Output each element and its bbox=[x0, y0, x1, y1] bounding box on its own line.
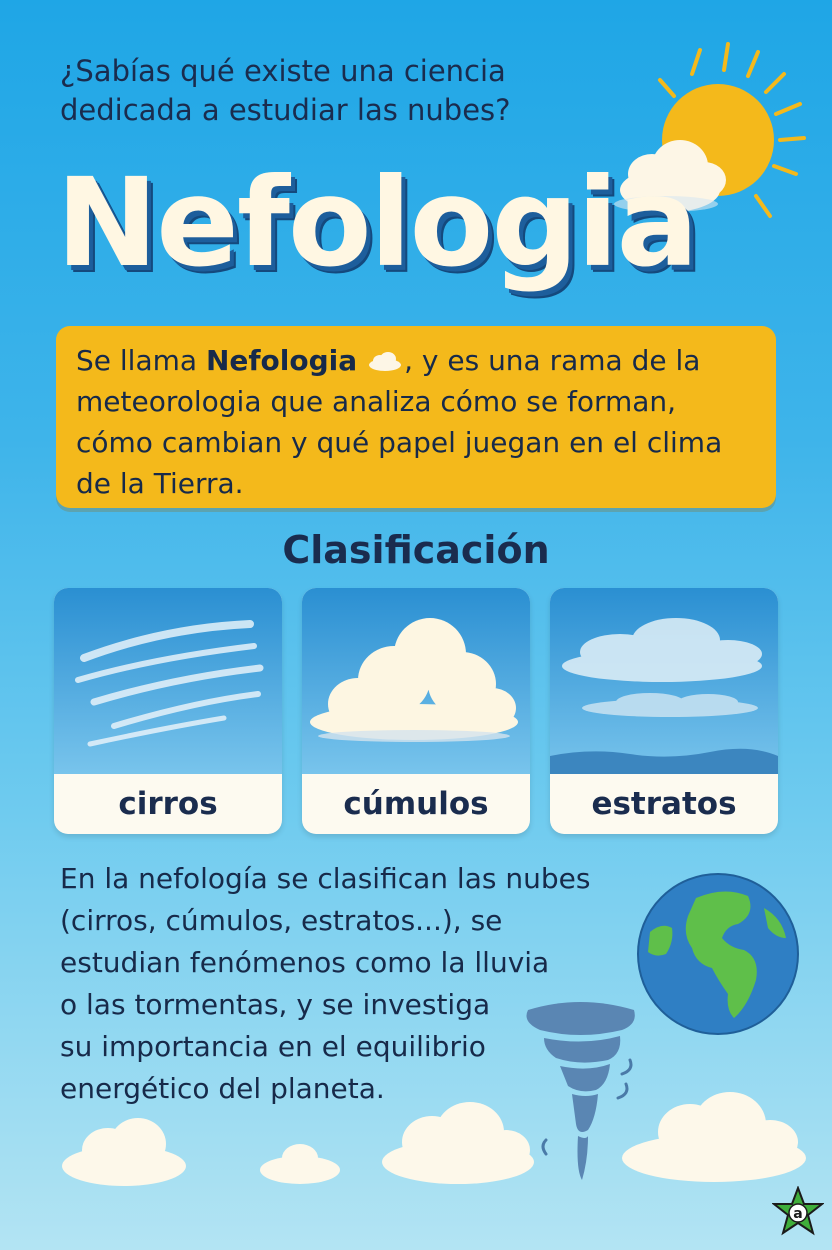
logo-letter: a bbox=[793, 1206, 803, 1222]
card-label-cirros: cirros bbox=[118, 786, 218, 822]
card-cirros bbox=[54, 588, 282, 834]
intro-line-1: ¿Sabías qué existe una ciencia bbox=[60, 54, 506, 88]
globe-icon bbox=[626, 868, 810, 1038]
cloud-icon bbox=[366, 350, 404, 372]
intro-line-2: dedicada a estudiar las nubes? bbox=[60, 93, 511, 127]
card-cumulos bbox=[302, 588, 530, 834]
info-suffix: , y es una rama de la meteorologia que analiza cómo se forman, cómo cambian y qué papel juegan en el clima de la Tierra. bbox=[76, 344, 723, 500]
classification-heading: Clasificación bbox=[282, 528, 550, 572]
cirrus-cloud-icon bbox=[54, 588, 282, 774]
description-line-5: su importancia en el equilibrio bbox=[60, 1030, 486, 1063]
logo-icon bbox=[772, 1186, 824, 1238]
info-prefix: Se llama bbox=[76, 344, 206, 377]
bottom-clouds-icon bbox=[0, 1080, 832, 1250]
description-line-3: estudian fenómenos como la lluvia bbox=[60, 946, 550, 979]
card-estratos bbox=[550, 588, 778, 834]
card-label-estratos: estratos bbox=[591, 786, 737, 822]
card-label-cumulos: cúmulos bbox=[343, 786, 489, 822]
stratus-cloud-icon bbox=[550, 588, 778, 774]
intro-question bbox=[60, 52, 580, 130]
description-line-6: energético del planeta. bbox=[60, 1072, 385, 1105]
description-line-2: (cirros, cúmulos, estratos...), se bbox=[60, 904, 503, 937]
info-term: Nefologia bbox=[205, 344, 358, 377]
description-line-1: En la nefología se clasifican las nubes bbox=[60, 862, 591, 895]
description-line-4: o las tormentas, y se investiga bbox=[60, 988, 491, 1021]
info-card bbox=[56, 326, 776, 508]
cumulus-cloud-icon bbox=[302, 588, 530, 774]
page-title: Nefologia bbox=[56, 152, 697, 294]
